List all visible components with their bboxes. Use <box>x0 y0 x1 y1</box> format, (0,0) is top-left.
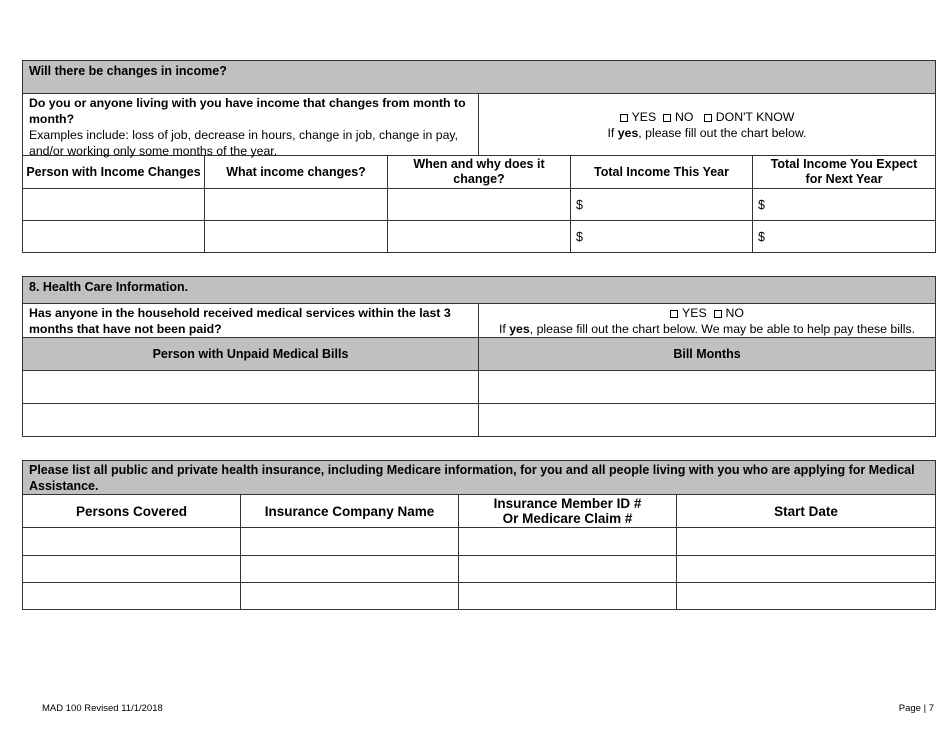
page-number: Page | 7 <box>898 703 934 714</box>
insurance-row2-persons-input[interactable] <box>23 556 241 583</box>
insurance-section-title: Please list all public and private health insurance, including Medicare information, for you and all people living with you who are applying for Medical Assistance. <box>23 461 935 495</box>
insurance-row2-company-input[interactable] <box>241 556 459 583</box>
insurance-row3-id-input[interactable] <box>459 583 677 609</box>
col-total-income-this-year: Total Income This Year <box>571 156 753 189</box>
insurance-section <box>22 460 936 610</box>
income-instruction: If yes, please fill out the chart below. <box>607 126 807 140</box>
col-bill-months: Bill Months <box>479 338 935 371</box>
health-answer-cell <box>479 304 935 338</box>
insurance-row2-id-input[interactable] <box>459 556 677 583</box>
no-checkbox[interactable] <box>663 114 671 122</box>
income-row2-this-year-input[interactable]: $ <box>571 221 753 252</box>
health-no-option[interactable]: NO <box>714 306 744 320</box>
health-question: Has anyone in the household received medical services within the last 3 months that have not been paid? <box>23 304 479 338</box>
income-row2-what-input[interactable] <box>205 221 388 252</box>
income-no-option[interactable]: NO <box>663 110 693 124</box>
insurance-row1-persons-input[interactable] <box>23 528 241 556</box>
col-member-id: Insurance Member ID # Or Medicare Claim # <box>459 495 677 528</box>
col-person-income-changes: Person with Income Changes <box>23 156 205 189</box>
health-section-title: 8. Health Care Information. <box>23 277 935 304</box>
col-total-income-next-year: Total Income You Expect for Next Year <box>753 156 935 189</box>
income-row1-what-input[interactable] <box>205 189 388 221</box>
health-instruction: If yes, please fill out the chart below. We may be able to help pay these bills. <box>498 322 916 336</box>
income-answer-cell <box>479 94 935 156</box>
col-insurance-company: Insurance Company Name <box>241 495 459 528</box>
insurance-row3-date-input[interactable] <box>677 583 935 609</box>
income-row1-person-input[interactable] <box>23 189 205 221</box>
income-question <box>23 94 479 156</box>
income-question-examples: Examples include: loss of job, decrease in hours, change in job, change in pay, and/or working only some months of the year. <box>29 128 459 158</box>
col-person-unpaid-bills: Person with Unpaid Medical Bills <box>23 338 479 371</box>
dont-know-checkbox[interactable] <box>704 114 712 122</box>
income-row1-next-year-input[interactable]: $ <box>753 189 935 221</box>
yes-checkbox[interactable] <box>670 310 678 318</box>
insurance-row3-persons-input[interactable] <box>23 583 241 609</box>
no-checkbox[interactable] <box>714 310 722 318</box>
col-what-income-changes: What income changes? <box>205 156 388 189</box>
health-row2-person-input[interactable] <box>23 404 479 436</box>
col-start-date: Start Date <box>677 495 935 528</box>
income-row1-this-year-input[interactable]: $ <box>571 189 753 221</box>
income-row1-when-input[interactable] <box>388 189 571 221</box>
insurance-row1-date-input[interactable] <box>677 528 935 556</box>
income-dont-know-option[interactable]: DON'T KNOW <box>704 110 795 124</box>
health-row1-person-input[interactable] <box>23 371 479 404</box>
col-when-why-change: When and why does it change? <box>388 156 571 189</box>
health-row1-months-input[interactable] <box>479 371 935 404</box>
income-section <box>22 60 936 253</box>
income-question-text: Do you or anyone living with you have income that changes from month to month? <box>29 96 466 126</box>
form-id: MAD 100 Revised 11/1/2018 <box>42 703 163 714</box>
insurance-row3-company-input[interactable] <box>241 583 459 609</box>
income-section-title: Will there be changes in income? <box>23 61 935 94</box>
insurance-row1-company-input[interactable] <box>241 528 459 556</box>
health-row2-months-input[interactable] <box>479 404 935 436</box>
income-row2-next-year-input[interactable]: $ <box>758 229 765 244</box>
col-persons-covered: Persons Covered <box>23 495 241 528</box>
insurance-row2-date-input[interactable] <box>677 556 935 583</box>
yes-checkbox[interactable] <box>620 114 628 122</box>
health-section <box>22 276 936 437</box>
income-yes-option[interactable]: YES <box>620 110 657 124</box>
income-row2-person-input[interactable] <box>23 221 205 252</box>
income-row2-when-input[interactable] <box>388 221 571 252</box>
health-yes-option[interactable]: YES <box>670 306 707 320</box>
insurance-row1-id-input[interactable] <box>459 528 677 556</box>
